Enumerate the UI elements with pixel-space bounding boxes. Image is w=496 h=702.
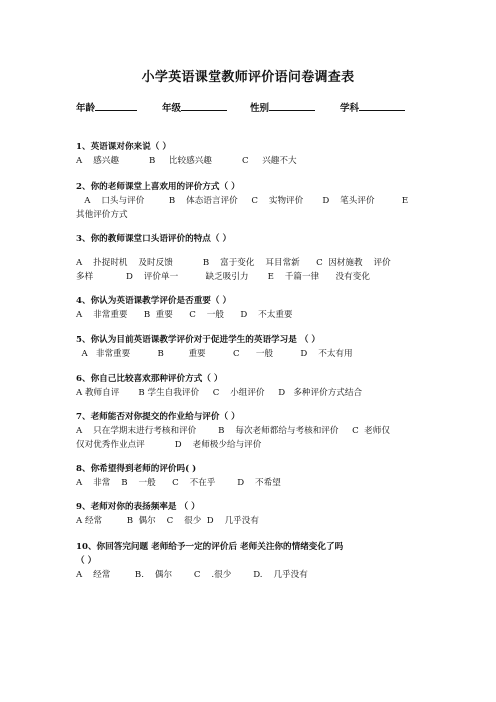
question-text: 6、你自己比较喜欢那种评价方式（ ） — [76, 374, 223, 384]
info-fields — [76, 100, 426, 114]
option-line: 其他评价方式 — [76, 210, 128, 220]
question-text: 5、你认为目前英语课教学评价对于促进学生的英语学习是 （ ） — [76, 335, 320, 345]
option-line: A 非常重要 B 重要 C 一般 D 不太有用 — [76, 349, 353, 359]
question-text: 8、你希望得到老师的评价吗( ) — [76, 464, 197, 474]
option-line: A 非常 B 一般 C 不在乎 D 不希望 — [76, 478, 281, 488]
option-line: A 经常 B. 偶尔 C .很少 D. 几乎没有 — [76, 570, 308, 580]
field-age-label: 年龄 — [76, 103, 96, 114]
option-line: A 教师自评 B 学生自我评价 C 小组评价 D 多种评价方式结合 — [76, 388, 363, 398]
option-line: A 感兴趣 B 比较感兴趣 C 兴趣不大 — [76, 156, 297, 166]
question-3-options — [76, 256, 430, 284]
question-options — [76, 476, 430, 490]
question-2 — [76, 180, 430, 222]
question-10 — [76, 540, 430, 582]
field-gender — [250, 100, 315, 114]
question-text: 4、你认为英语课教学评价是否重要（ ） — [76, 296, 232, 306]
question-text: 3、你的教师课堂口头语评价的特点（ ） — [76, 234, 232, 244]
option-line: A 经常 B 偶尔 C 很少 D 几乎没有 — [76, 516, 259, 526]
question-options — [76, 347, 430, 361]
field-grade-blank[interactable] — [181, 101, 227, 111]
option-line: 仅对优秀作业点评 D 老师极少给与评价 — [76, 440, 262, 450]
question-8 — [76, 462, 430, 490]
question-text: 9、老师对你的表扬频率是 （ ） — [76, 502, 200, 512]
field-age — [76, 100, 137, 114]
question-options — [76, 154, 430, 168]
question-text: 7、老师能否对你提交的作业给与评价（ ） — [76, 412, 240, 422]
question-options — [76, 308, 430, 322]
question-options — [76, 424, 430, 452]
option-line: A 扑捉时机 及时反馈 B 富于变化 耳目常新 C 因材施教 评价 — [76, 258, 391, 268]
option-line: 多样 D 评价单一 缺乏吸引力 E 千篇一律 没有变化 — [76, 272, 370, 282]
field-grade-label: 年级 — [162, 103, 182, 114]
field-gender-label: 性别 — [250, 103, 270, 114]
option-line: A 口头与评价 B 体态语言评价 C 实物评价 D 笔头评价 E — [76, 196, 409, 206]
question-text-continued: （ ） — [76, 556, 97, 566]
question-9 — [76, 500, 430, 528]
field-gender-blank[interactable] — [269, 101, 315, 111]
field-subject-label: 学科 — [340, 103, 360, 114]
field-subject — [340, 100, 405, 114]
question-4 — [76, 294, 430, 322]
question-3 — [76, 232, 430, 246]
question-options — [76, 568, 430, 582]
question-text: 2、你的老师课堂上喜欢用的评价方式（ ） — [76, 182, 240, 192]
option-line: A 只在学期末进行考核和评价 B 每次老师都给与考核和评价 C 老师仅 — [76, 426, 390, 436]
document-title: 小学英语课堂教师评价语问卷调查表 — [141, 70, 355, 85]
question-options — [76, 256, 430, 284]
field-subject-blank[interactable] — [359, 101, 405, 111]
question-7 — [76, 410, 430, 452]
field-grade — [162, 100, 227, 114]
question-options — [76, 194, 430, 222]
field-age-blank[interactable] — [95, 101, 137, 111]
question-options — [76, 386, 430, 400]
question-1 — [76, 140, 430, 168]
question-text: 1、英语课对你来说（ ） — [76, 142, 171, 152]
question-6 — [76, 372, 430, 400]
question-5 — [76, 333, 430, 361]
question-text: 10、你回答完问题 老师给予一定的评价后 老师关注你的情绪变化了吗 — [76, 542, 344, 552]
option-line: A 非常重要 B 重要 C 一般 D 不太重要 — [76, 310, 293, 320]
question-options — [76, 514, 430, 528]
